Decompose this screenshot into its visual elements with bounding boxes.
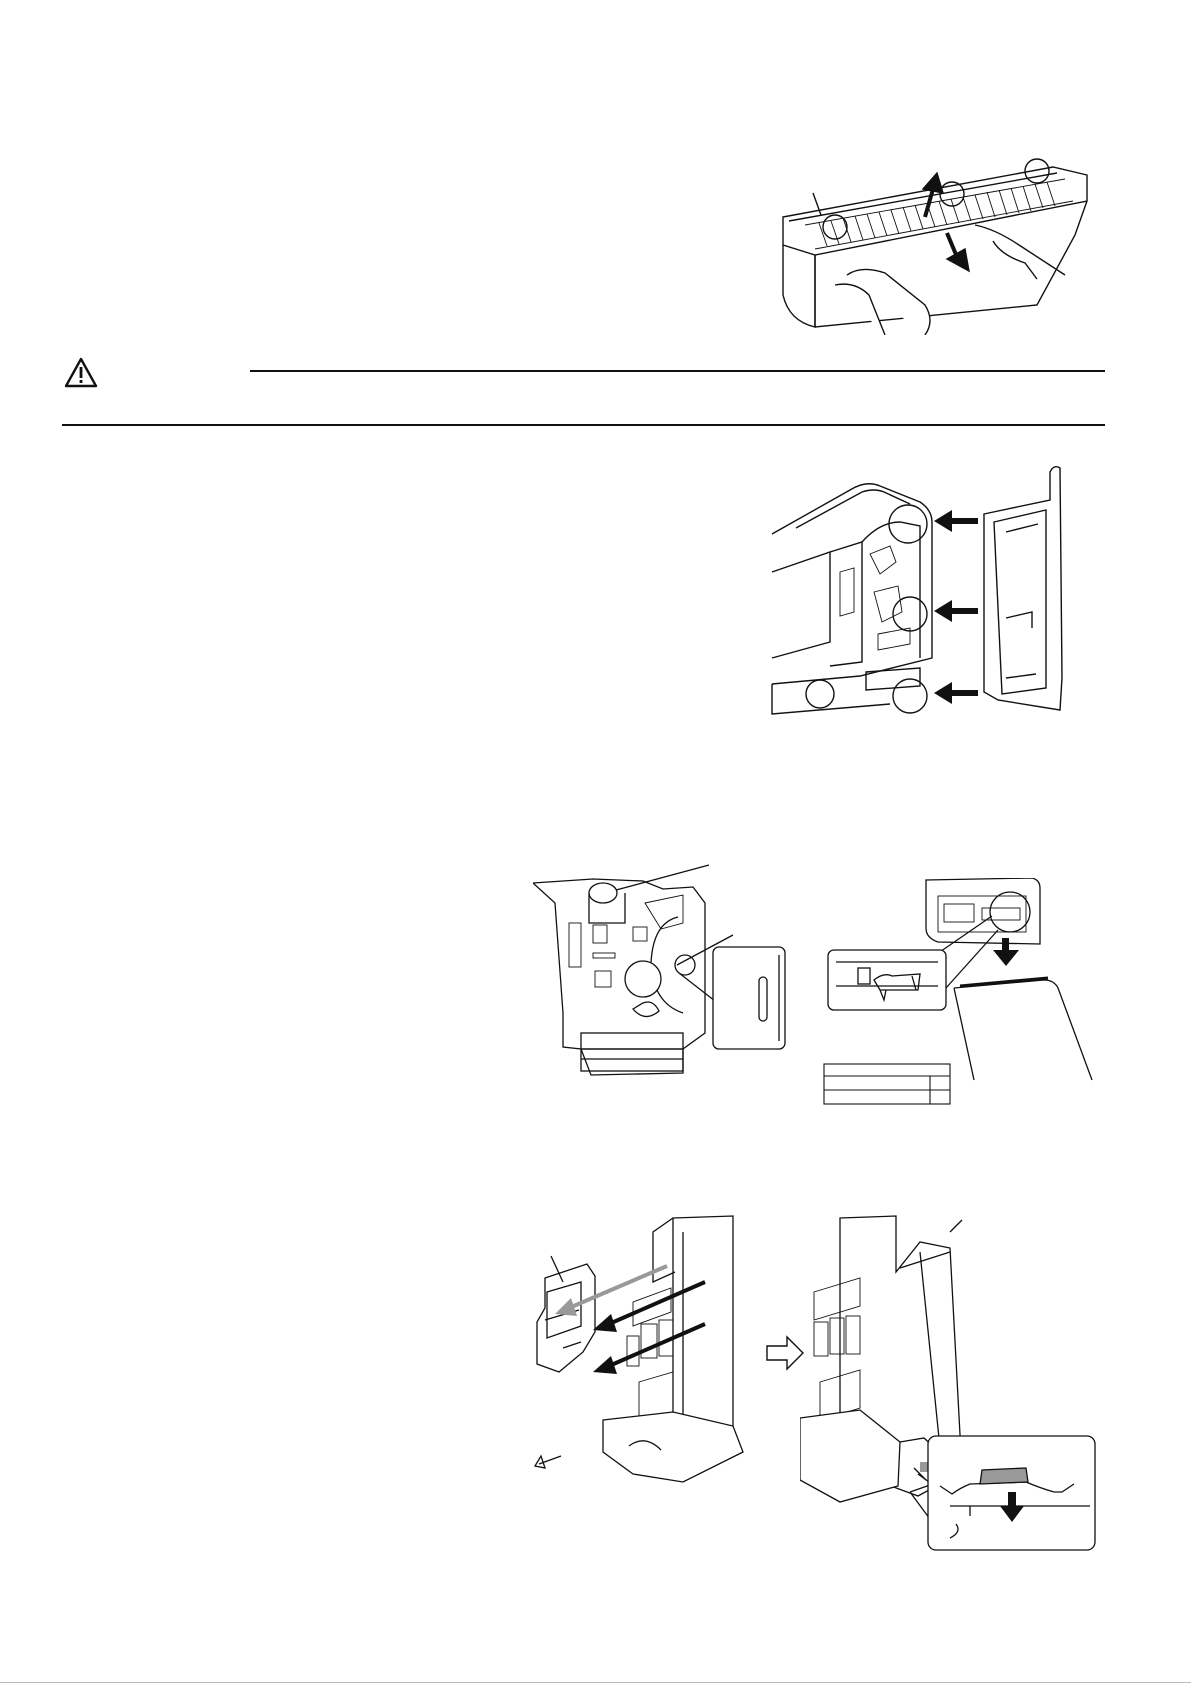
side-panel-figure bbox=[770, 462, 1100, 720]
remote-holder-figure bbox=[822, 878, 1112, 1118]
warning-bottom-rule bbox=[62, 424, 1105, 426]
electric-box-assembled-figure bbox=[800, 1212, 1100, 1552]
warning-icon bbox=[64, 357, 98, 389]
warning-top-rule bbox=[250, 370, 1105, 372]
control-box-figure bbox=[533, 863, 798, 1088]
step-arrow-icon bbox=[765, 1335, 805, 1371]
electric-box-figure bbox=[533, 1212, 803, 1502]
footer-rule bbox=[0, 1682, 1191, 1683]
filter-removal-figure bbox=[775, 145, 1095, 335]
